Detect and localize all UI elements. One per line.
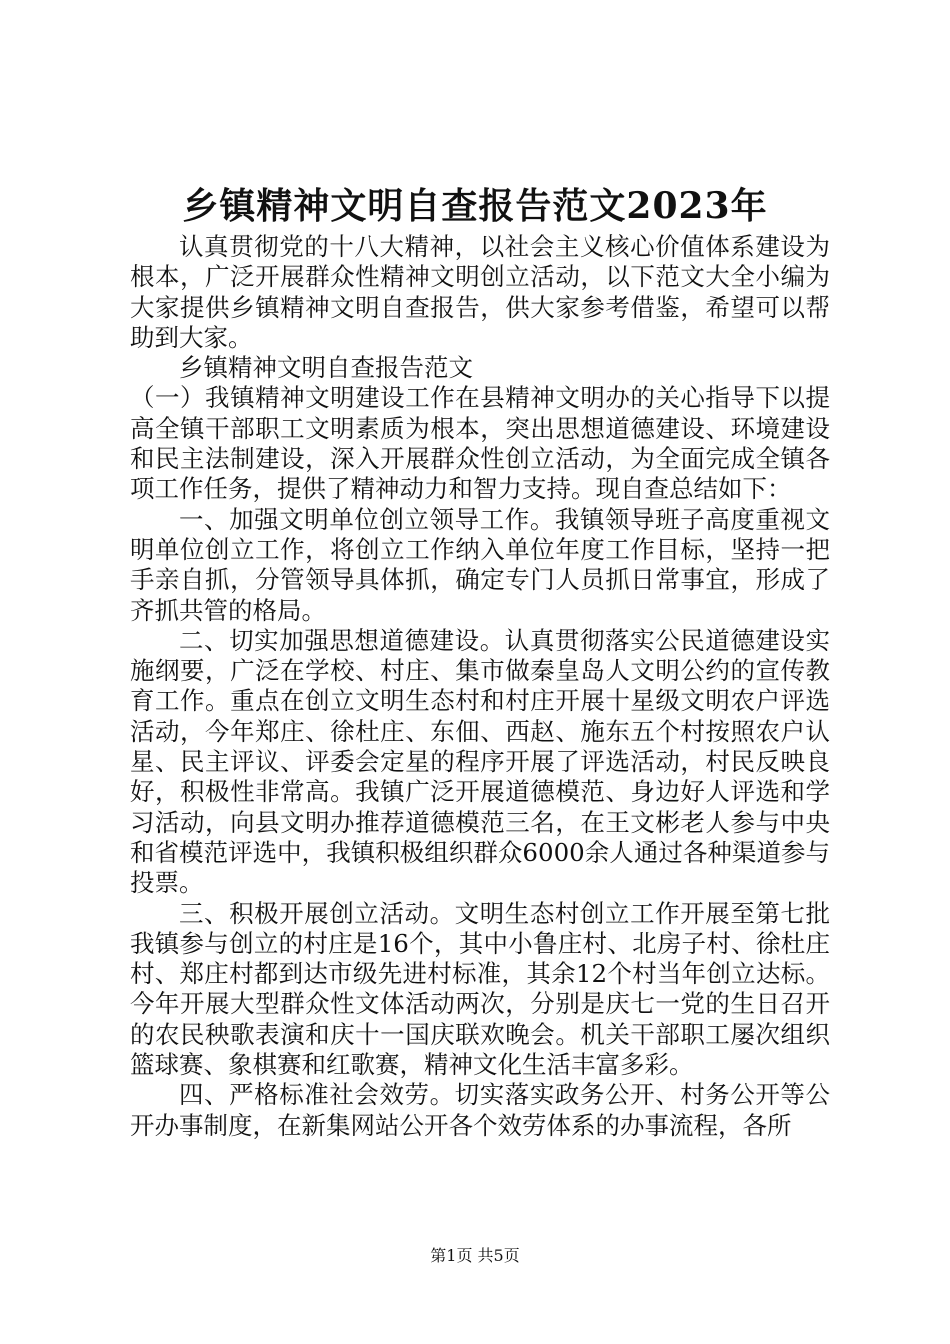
point-three-paragraph: 三、积极开展创立活动。文明生态村创立工作开展至第七批我镇参与创立的村庄是16个，其中小鲁庄村、北房子村、徐杜庄村、郑庄村都到达市级先进村标准，其余12个村当年创立达标。今年开展大型群众性文体活动两次，分别是庆七一党的生日召开的农民秧歌表演和庆十一国庆联欢晚会。机关干部职工屡次组织篮球赛、象棋赛和红歌赛，精神文化生活丰富多彩。 (130, 898, 830, 1080)
page-footer: 第1页 共5页 (430, 1246, 520, 1265)
section-one-paragraph: （一）我镇精神文明建设工作在县精神文明办的关心指导下以提高全镇干部职工文明素质为根本，突出思想道德建设、环境建设和民主法制建设，深入开展群众性创立活动，为全面完成全镇各项工作任务，提供了精神动力和智力支持。现自查总结如下： (130, 383, 830, 504)
subtitle-paragraph: 乡镇精神文明自查报告范文 (179, 353, 473, 383)
point-four-paragraph: 四、严格标准社会效劳。切实落实政务公开、村务公开等公开办事制度，在新集网站公开各个效劳体系的办事流程，各所 (130, 1080, 830, 1140)
point-one-paragraph: 一、加强文明单位创立领导工作。我镇领导班子高度重视文明单位创立工作，将创立工作纳入单位年度工作目标，坚持一把手亲自抓，分管领导具体抓，确定专门人员抓日常事宜，形成了齐抓共管的格局。 (130, 504, 830, 625)
document-title: 乡镇精神文明自查报告范文2023年 (182, 185, 768, 228)
intro-paragraph: 认真贯彻党的十八大精神，以社会主义核心价值体系建设为根本，广泛开展群众性精神文明创立活动，以下范文大全小编为大家提供乡镇精神文明自查报告，供大家参考借鉴，希望可以帮助到大家。 (130, 232, 830, 352)
point-two-paragraph: 二、切实加强思想道德建设。认真贯彻落实公民道德建设实施纲要，广泛在学校、村庄、集市做秦皇岛人文明公约的宣传教育工作。重点在创立文明生态村和村庄开展十星级文明农户评选活动，今年郑庄、徐杜庄、东佃、西赵、施东五个村按照农户认星、民主评议、评委会定星的程序开展了评选活动，村民反映良好，积极性非常高。我镇广泛开展道德模范、身边好人评选和学习活动，向县文明办推荐道德模范三名，在王文彬老人参与中央和省模范评选中，我镇积极组织群众6000余人通过各种渠道参与投票。 (130, 625, 830, 898)
document-body (130, 232, 830, 1141)
